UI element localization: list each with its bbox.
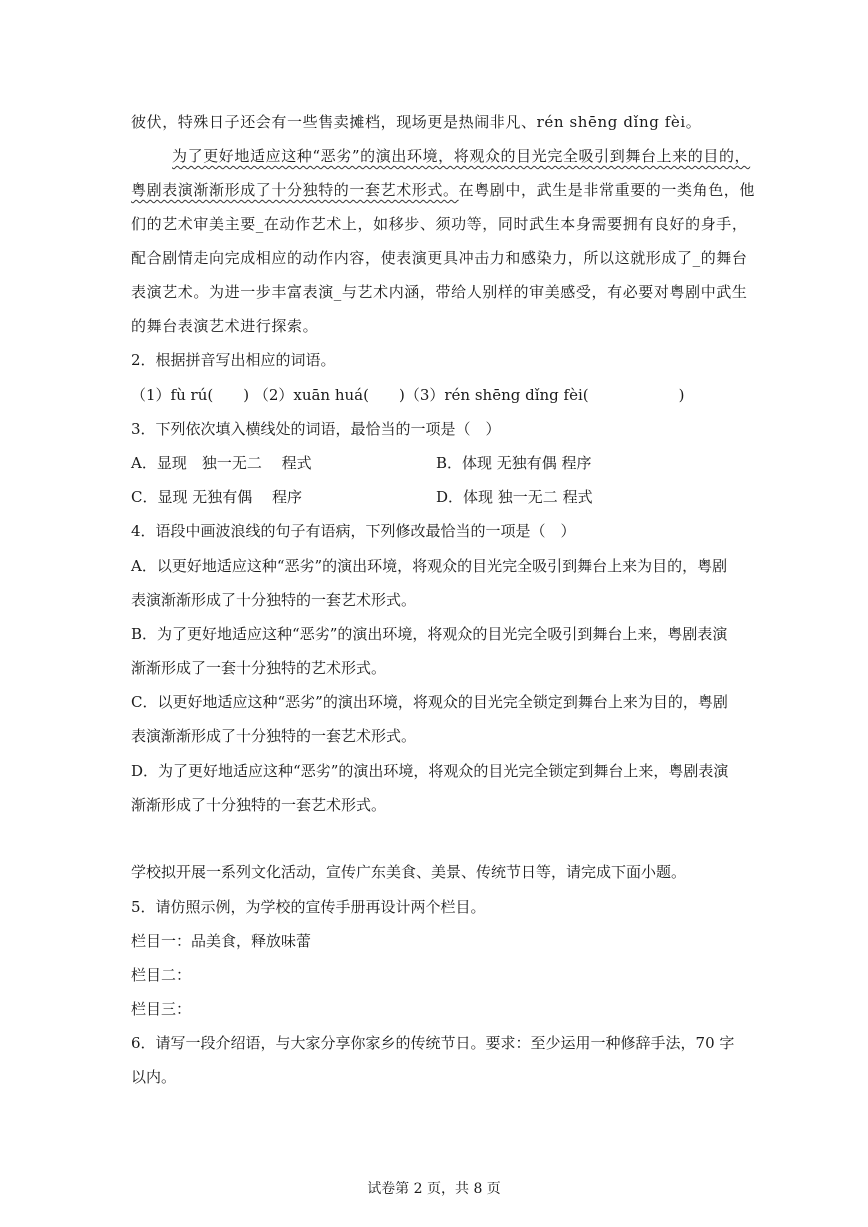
wavy-underlined-text: 为了更好地适应这种“恶劣”的演出环境，将观众的目光完全吸引到舞台上来的目的， bbox=[172, 147, 751, 165]
question-6-stem: 6．请写一段介绍语，与大家分享你家乡的传统节日。要求：至少运用一种修辞手法，70 字 bbox=[131, 1034, 735, 1052]
question-5-stem: 5．请仿照示例，为学校的宣传手册再设计两个栏目。 bbox=[131, 898, 486, 916]
question-4-stem: 4．语段中画波浪线的句子有语病，下列修改最恰当的一项是（ ） bbox=[131, 522, 576, 540]
passage-line: 配合剧情走向完成相应的动作内容，使表演更具冲击力和感染力，所以这就形成了_的舞台 bbox=[131, 249, 748, 267]
question-4-option-d: D．为了更好地适应这种“恶劣”的演出环境，将观众的目光完全锁定到舞台上来，粤剧表演 bbox=[131, 762, 729, 780]
question-4-option-b: B．为了更好地适应这种“恶劣”的演出环境，将观众的目光完全吸引到舞台上来，粤剧表演 bbox=[131, 625, 728, 643]
question-6-stem-cont: 以内。 bbox=[131, 1068, 177, 1086]
passage-line: 彼伏，特殊日子还会有一些售卖摊档，现场更是热闹非凡、rén shēng dǐng fèi。 bbox=[131, 113, 702, 131]
question-2-stem: 2．根据拼音写出相应的词语。 bbox=[131, 351, 336, 369]
section-intro: 学校拟开展一系列文化活动，宣传广东美食、美景、传统节日等，请完成下面小题。 bbox=[131, 863, 687, 881]
question-3-option-a: A．显现 独一无二 程式 bbox=[131, 454, 312, 472]
page-footer: 试卷第 2 页，共 8 页 bbox=[367, 1181, 501, 1197]
passage-text: 在粤剧中，武生是非常重要的一类角色，他 bbox=[458, 181, 756, 199]
passage-line: 们的艺术审美主要_在动作艺术上，如移步、须功等，同时武生本身需要拥有良好的身手， bbox=[131, 215, 748, 233]
column-two: 栏目二： bbox=[131, 966, 192, 984]
passage-wavy-sentence-start bbox=[172, 146, 750, 166]
question-3-stem: 3．下列依次填入横线处的词语，最恰当的一项是（ ） bbox=[131, 420, 501, 438]
question-2-items: （1）fù rú( ) （2）xuān huá( )（3）rén shēng dǐng fèi( ) bbox=[131, 386, 685, 404]
question-4-option-b-cont: 渐渐形成了一套十分独特的艺术形式。 bbox=[131, 659, 387, 677]
column-one: 栏目一：品美食，释放味蕾 bbox=[131, 932, 312, 950]
passage-line bbox=[131, 180, 755, 200]
question-4-option-a-cont: 表演渐渐形成了十分独特的一套艺术形式。 bbox=[131, 591, 417, 609]
question-4-option-c: C．以更好地适应这种“恶劣”的演出环境，将观众的目光完全锁定到舞台上来为目的，粤剧 bbox=[131, 693, 728, 711]
passage-line: 的舞台表演艺术进行探索。 bbox=[131, 317, 319, 335]
passage-line: 表演艺术。为进一步丰富表演_与艺术内涵，带给人别样的审美感受，有必要对粤剧中武生 bbox=[131, 283, 748, 301]
question-4-option-c-cont: 表演渐渐形成了十分独特的一套艺术形式。 bbox=[131, 727, 417, 745]
question-3-option-d: D．体现 独一无二 程式 bbox=[436, 488, 593, 506]
question-4-option-a: A．以更好地适应这种“恶劣”的演出环境，将观众的目光完全吸引到舞台上来为目的，粤剧 bbox=[131, 557, 728, 575]
question-3-option-c: C．显现 无独有偶 程序 bbox=[131, 488, 303, 506]
question-4-option-d-cont: 渐渐形成了十分独特的一套艺术形式。 bbox=[131, 796, 387, 814]
column-three: 栏目三： bbox=[131, 1000, 192, 1018]
question-3-option-b: B．体现 无独有偶 程序 bbox=[436, 454, 592, 472]
wavy-underlined-text: 粤剧表演渐渐形成了十分独特的一套艺术形式。 bbox=[131, 181, 459, 199]
